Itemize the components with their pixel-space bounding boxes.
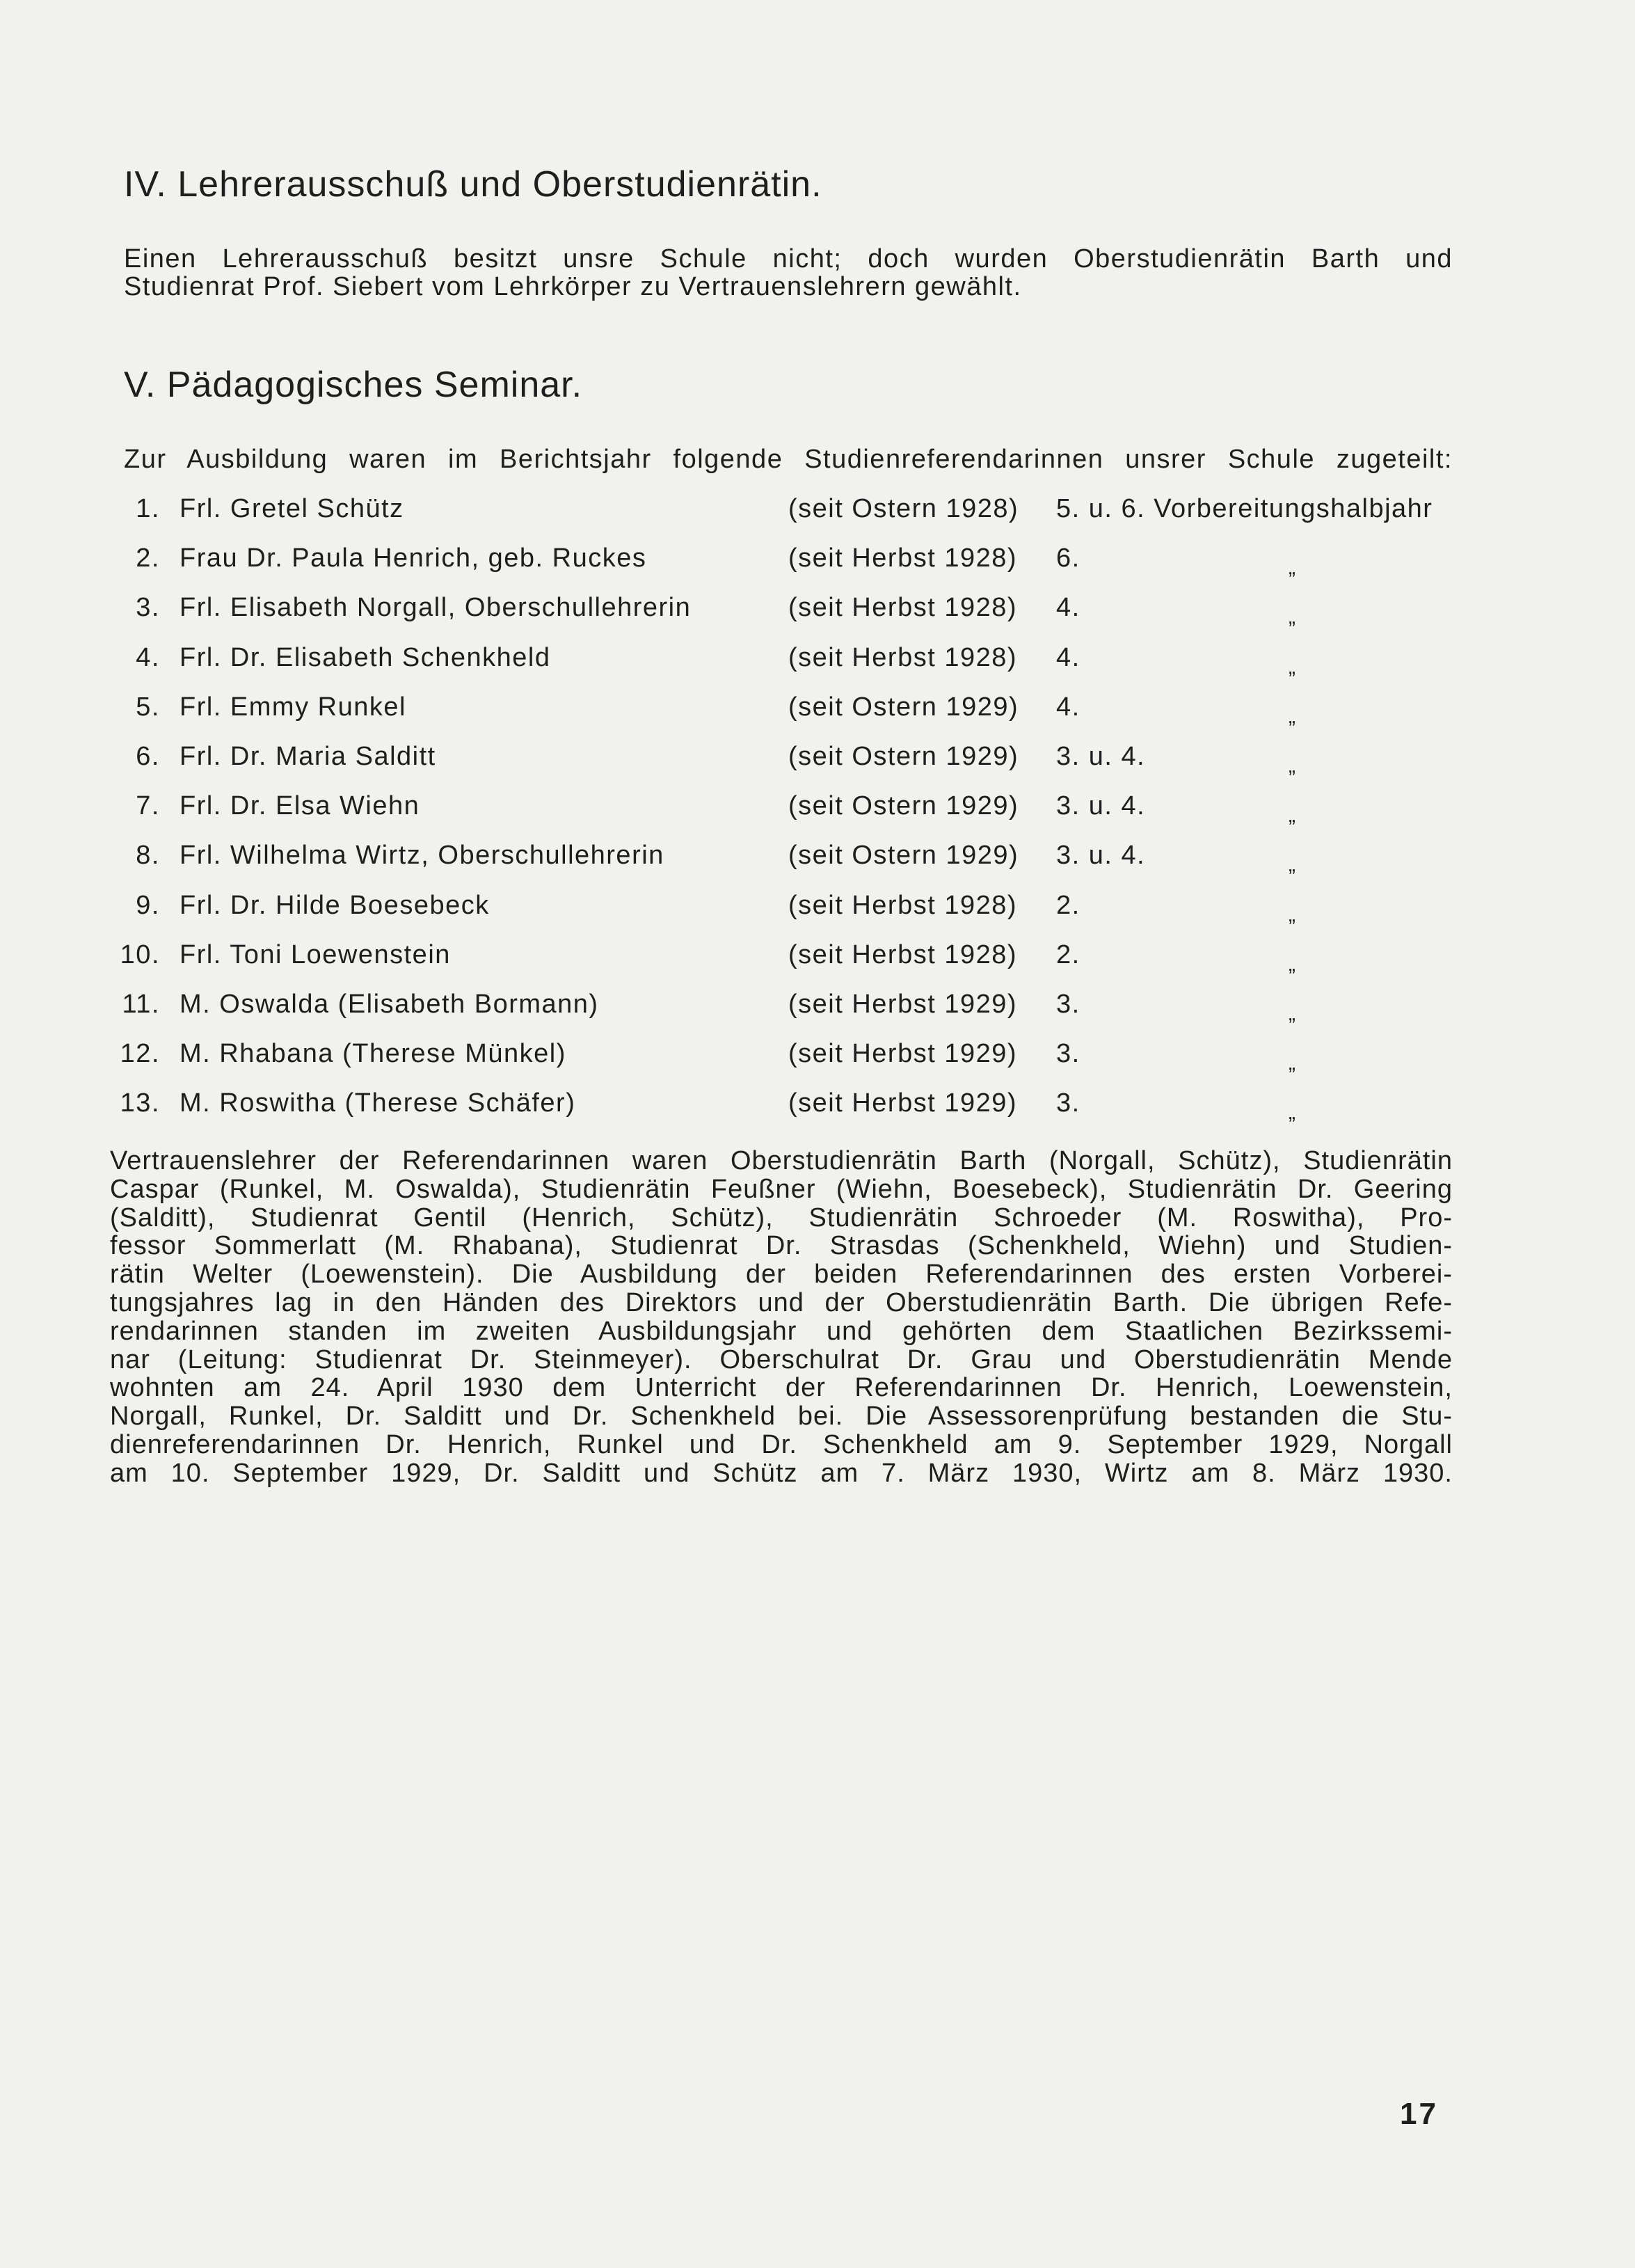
name-title: Frl. Emmy [180, 692, 318, 722]
name-title: M. [180, 1088, 220, 1118]
item-name [180, 888, 490, 923]
name-surname: Henrich [373, 544, 472, 573]
item-number: 4. [136, 642, 160, 672]
paragraph-line: Vertrauenslehrer der Referendarinnen waren Oberstudienrätin Barth (Norgall, Schütz), Studienrätin [110, 1146, 1453, 1175]
name-title: Frl. Dr. Elisabeth [180, 642, 402, 672]
item-name [180, 690, 406, 724]
item-number: 3. [136, 593, 160, 623]
name-title: Frau Dr. Paula [180, 544, 374, 573]
item-semester: 4. [1056, 692, 1080, 722]
name-title: M. [180, 990, 220, 1019]
item-semester: 3. u. 4. [1056, 841, 1146, 871]
ditto-mark: „ [1289, 1002, 1297, 1025]
item-number: 13. [120, 1088, 160, 1118]
name-surname: Salditt [355, 742, 436, 771]
section-5-heading: V. Pädagogisches Seminar. [124, 365, 583, 405]
list-item [0, 838, 1635, 877]
item-semester: 4. [1056, 642, 1080, 672]
name-title: Frl. Dr. Hilde [180, 890, 350, 920]
name-title: M. [180, 1039, 220, 1069]
item-since: (seit Ostern 1929) [788, 692, 1019, 722]
list-item [0, 1036, 1635, 1075]
name-surname: Wirtz [356, 841, 422, 871]
paragraph-line: Caspar (Runkel, M. Oswalda), Studienrätin Feußner (Wiehn, Boesebeck), Studienrätin Dr. Geering [110, 1174, 1453, 1204]
item-since: (seit Herbst 1929) [788, 1088, 1018, 1118]
section-5-intro: Zur Ausbildung waren im Berichtsjahr folgende Studienreferendarinnen unsrer Schule zugeteilt: [124, 445, 1453, 474]
item-semester: 6. [1056, 544, 1080, 573]
item-since: (seit Herbst 1928) [788, 544, 1018, 573]
ditto-mark: „ [1289, 605, 1297, 629]
item-since: (seit Ostern 1929) [788, 742, 1019, 771]
name-title: Frl. Dr. Elsa [180, 791, 340, 821]
item-semester: 4. [1056, 593, 1080, 623]
list-item [0, 888, 1635, 926]
name-title: Frl. Wilhelma [180, 841, 356, 871]
item-number: 8. [136, 841, 160, 871]
paragraph-line: nar (Leitung: Studienrat Dr. Steinmeyer). Oberschulrat Dr. Grau und Oberstudienrätin Mende [110, 1345, 1453, 1374]
paragraph-line: wohnten am 24. April 1930 dem Unterricht der Referendarinnen Dr. Henrich, Loewenstein, [110, 1373, 1453, 1403]
item-since: (seit Herbst 1929) [788, 990, 1018, 1019]
list-item [0, 541, 1635, 580]
list-item [0, 739, 1635, 777]
ditto-mark: „ [1289, 804, 1297, 827]
name-surname: Oswalda [219, 990, 330, 1019]
ditto-mark: „ [1289, 1101, 1297, 1125]
name-surname: Loewenstein [291, 939, 451, 969]
list-item [0, 590, 1635, 629]
item-name [180, 739, 436, 774]
item-semester: 3. [1056, 1088, 1080, 1118]
item-number: 12. [120, 1039, 160, 1069]
paragraph-line: Norgall, Runkel, Dr. Salditt und Dr. Schenkheld bei. Die Assessorenprüfung bestanden die Stu- [110, 1402, 1453, 1432]
name-surname: Roswitha [219, 1088, 337, 1118]
list-item [0, 690, 1635, 728]
name-surname: Rhabana [219, 1039, 335, 1069]
name-title: Frl. Gretel [180, 494, 317, 523]
item-semester: 5. u. 6. Vorbereitungshalbjahr [1056, 494, 1433, 523]
item-name [180, 491, 404, 526]
name-suffix: (Elisabeth Bormann) [329, 990, 599, 1019]
name-suffix: , Oberschullehrerin [447, 593, 692, 623]
item-number: 5. [136, 692, 160, 722]
ditto-mark: „ [1289, 655, 1297, 679]
list-item [0, 640, 1635, 679]
name-title: Frl. Dr. Maria [180, 742, 356, 771]
name-suffix: (Therese Schäfer) [336, 1088, 576, 1118]
item-number: 1. [136, 494, 160, 523]
item-semester: 3. u. 4. [1056, 791, 1146, 821]
ditto-mark: „ [1289, 853, 1297, 877]
name-surname: Schütz [317, 494, 404, 523]
list-item [0, 937, 1635, 976]
list-item [0, 1086, 1635, 1125]
page-number: 17 [1400, 2097, 1438, 2131]
ditto-mark: „ [1289, 754, 1297, 777]
list-item [0, 987, 1635, 1025]
item-name [180, 541, 646, 576]
item-since: (seit Ostern 1929) [788, 841, 1019, 871]
item-since: (seit Herbst 1928) [788, 890, 1018, 920]
item-number: 7. [136, 791, 160, 821]
section-4-text-line-2: Studienrat Prof. Siebert vom Lehrkörper zu Vertrauenslehrern gewählt. [124, 272, 1022, 301]
item-name [180, 838, 664, 873]
item-semester: 3. u. 4. [1056, 742, 1146, 771]
item-number: 9. [136, 890, 160, 920]
name-title: Frl. Toni [180, 939, 292, 969]
list-item [0, 491, 1635, 526]
paragraph-line: dienreferendarinnen Dr. Henrich, Runkel und Dr. Schenkheld am 9. September 1929, Norgall [110, 1429, 1453, 1459]
name-surname: Wiehn [340, 791, 420, 821]
item-number: 10. [120, 939, 160, 969]
paragraph-line: fessor Sommerlatt (M. Rhabana), Studienrat Dr. Strasdas (Schenkheld, Wiehn) und Studien- [110, 1231, 1453, 1261]
section-5-closing-paragraph [110, 1147, 1453, 1488]
item-name [180, 1036, 566, 1071]
item-since: (seit Herbst 1928) [788, 593, 1018, 623]
ditto-mark: „ [1289, 952, 1297, 976]
section-4-heading: IV. Lehrerausschuß und Oberstudienrätin. [124, 164, 822, 205]
item-semester: 2. [1056, 939, 1080, 969]
ditto-mark: „ [1289, 556, 1297, 580]
item-name [180, 590, 691, 625]
item-since: (seit Herbst 1928) [788, 642, 1018, 672]
name-suffix: (Therese Münkel) [334, 1039, 566, 1069]
ditto-mark: „ [1289, 903, 1297, 926]
item-since: (seit Herbst 1928) [788, 939, 1018, 969]
name-suffix: , geb. Ruckes [471, 544, 647, 573]
ditto-mark: „ [1289, 704, 1297, 728]
item-name [180, 788, 420, 823]
item-name [180, 987, 599, 1022]
name-surname: Norgall [356, 593, 448, 623]
item-semester: 2. [1056, 890, 1080, 920]
name-surname: Boesebeck [349, 890, 490, 920]
item-since: (seit Herbst 1929) [788, 1039, 1018, 1069]
item-name [180, 640, 551, 675]
name-suffix: , Oberschullehrerin [421, 841, 664, 871]
paragraph-line: rendarinnen standen im zweiten Ausbildungsjahr und gehörten dem Staatlichen Bezirkssemi- [110, 1316, 1453, 1346]
name-surname: Schenkheld [401, 642, 551, 672]
item-number: 2. [136, 544, 160, 573]
list-item [0, 788, 1635, 827]
paragraph-line: am 10. September 1929, Dr. Salditt und Schütz am 7. März 1930, Wirtz am 8. März 1930. [110, 1458, 1453, 1488]
item-since: (seit Ostern 1929) [788, 791, 1019, 821]
item-semester: 3. [1056, 1039, 1080, 1069]
item-name [180, 1086, 575, 1120]
item-number: 11. [122, 990, 160, 1019]
name-title: Frl. Elisabeth [180, 593, 357, 623]
paragraph-line: rätin Welter (Loewenstein). Die Ausbildung der beiden Referendarinnen des ersten Vorberei- [110, 1260, 1453, 1290]
item-since: (seit Ostern 1928) [788, 494, 1019, 523]
ditto-mark: „ [1289, 1052, 1297, 1075]
section-4-text-line-1: Einen Lehrerausschuß besitzt unsre Schule nicht; doch wurden Oberstudienrätin Barth und [124, 244, 1453, 273]
name-surname: Runkel [317, 692, 406, 722]
item-number: 6. [136, 742, 160, 771]
item-semester: 3. [1056, 990, 1080, 1019]
paragraph-line: tungsjahres lag in den Händen des Direktors und der Oberstudienrätin Barth. Die übrigen Refe- [110, 1287, 1453, 1317]
paragraph-line: (Salditt), Studienrat Gentil (Henrich, Schütz), Studienrätin Schroeder (M. Roswitha), Pro- [110, 1203, 1453, 1232]
item-name [180, 937, 451, 972]
